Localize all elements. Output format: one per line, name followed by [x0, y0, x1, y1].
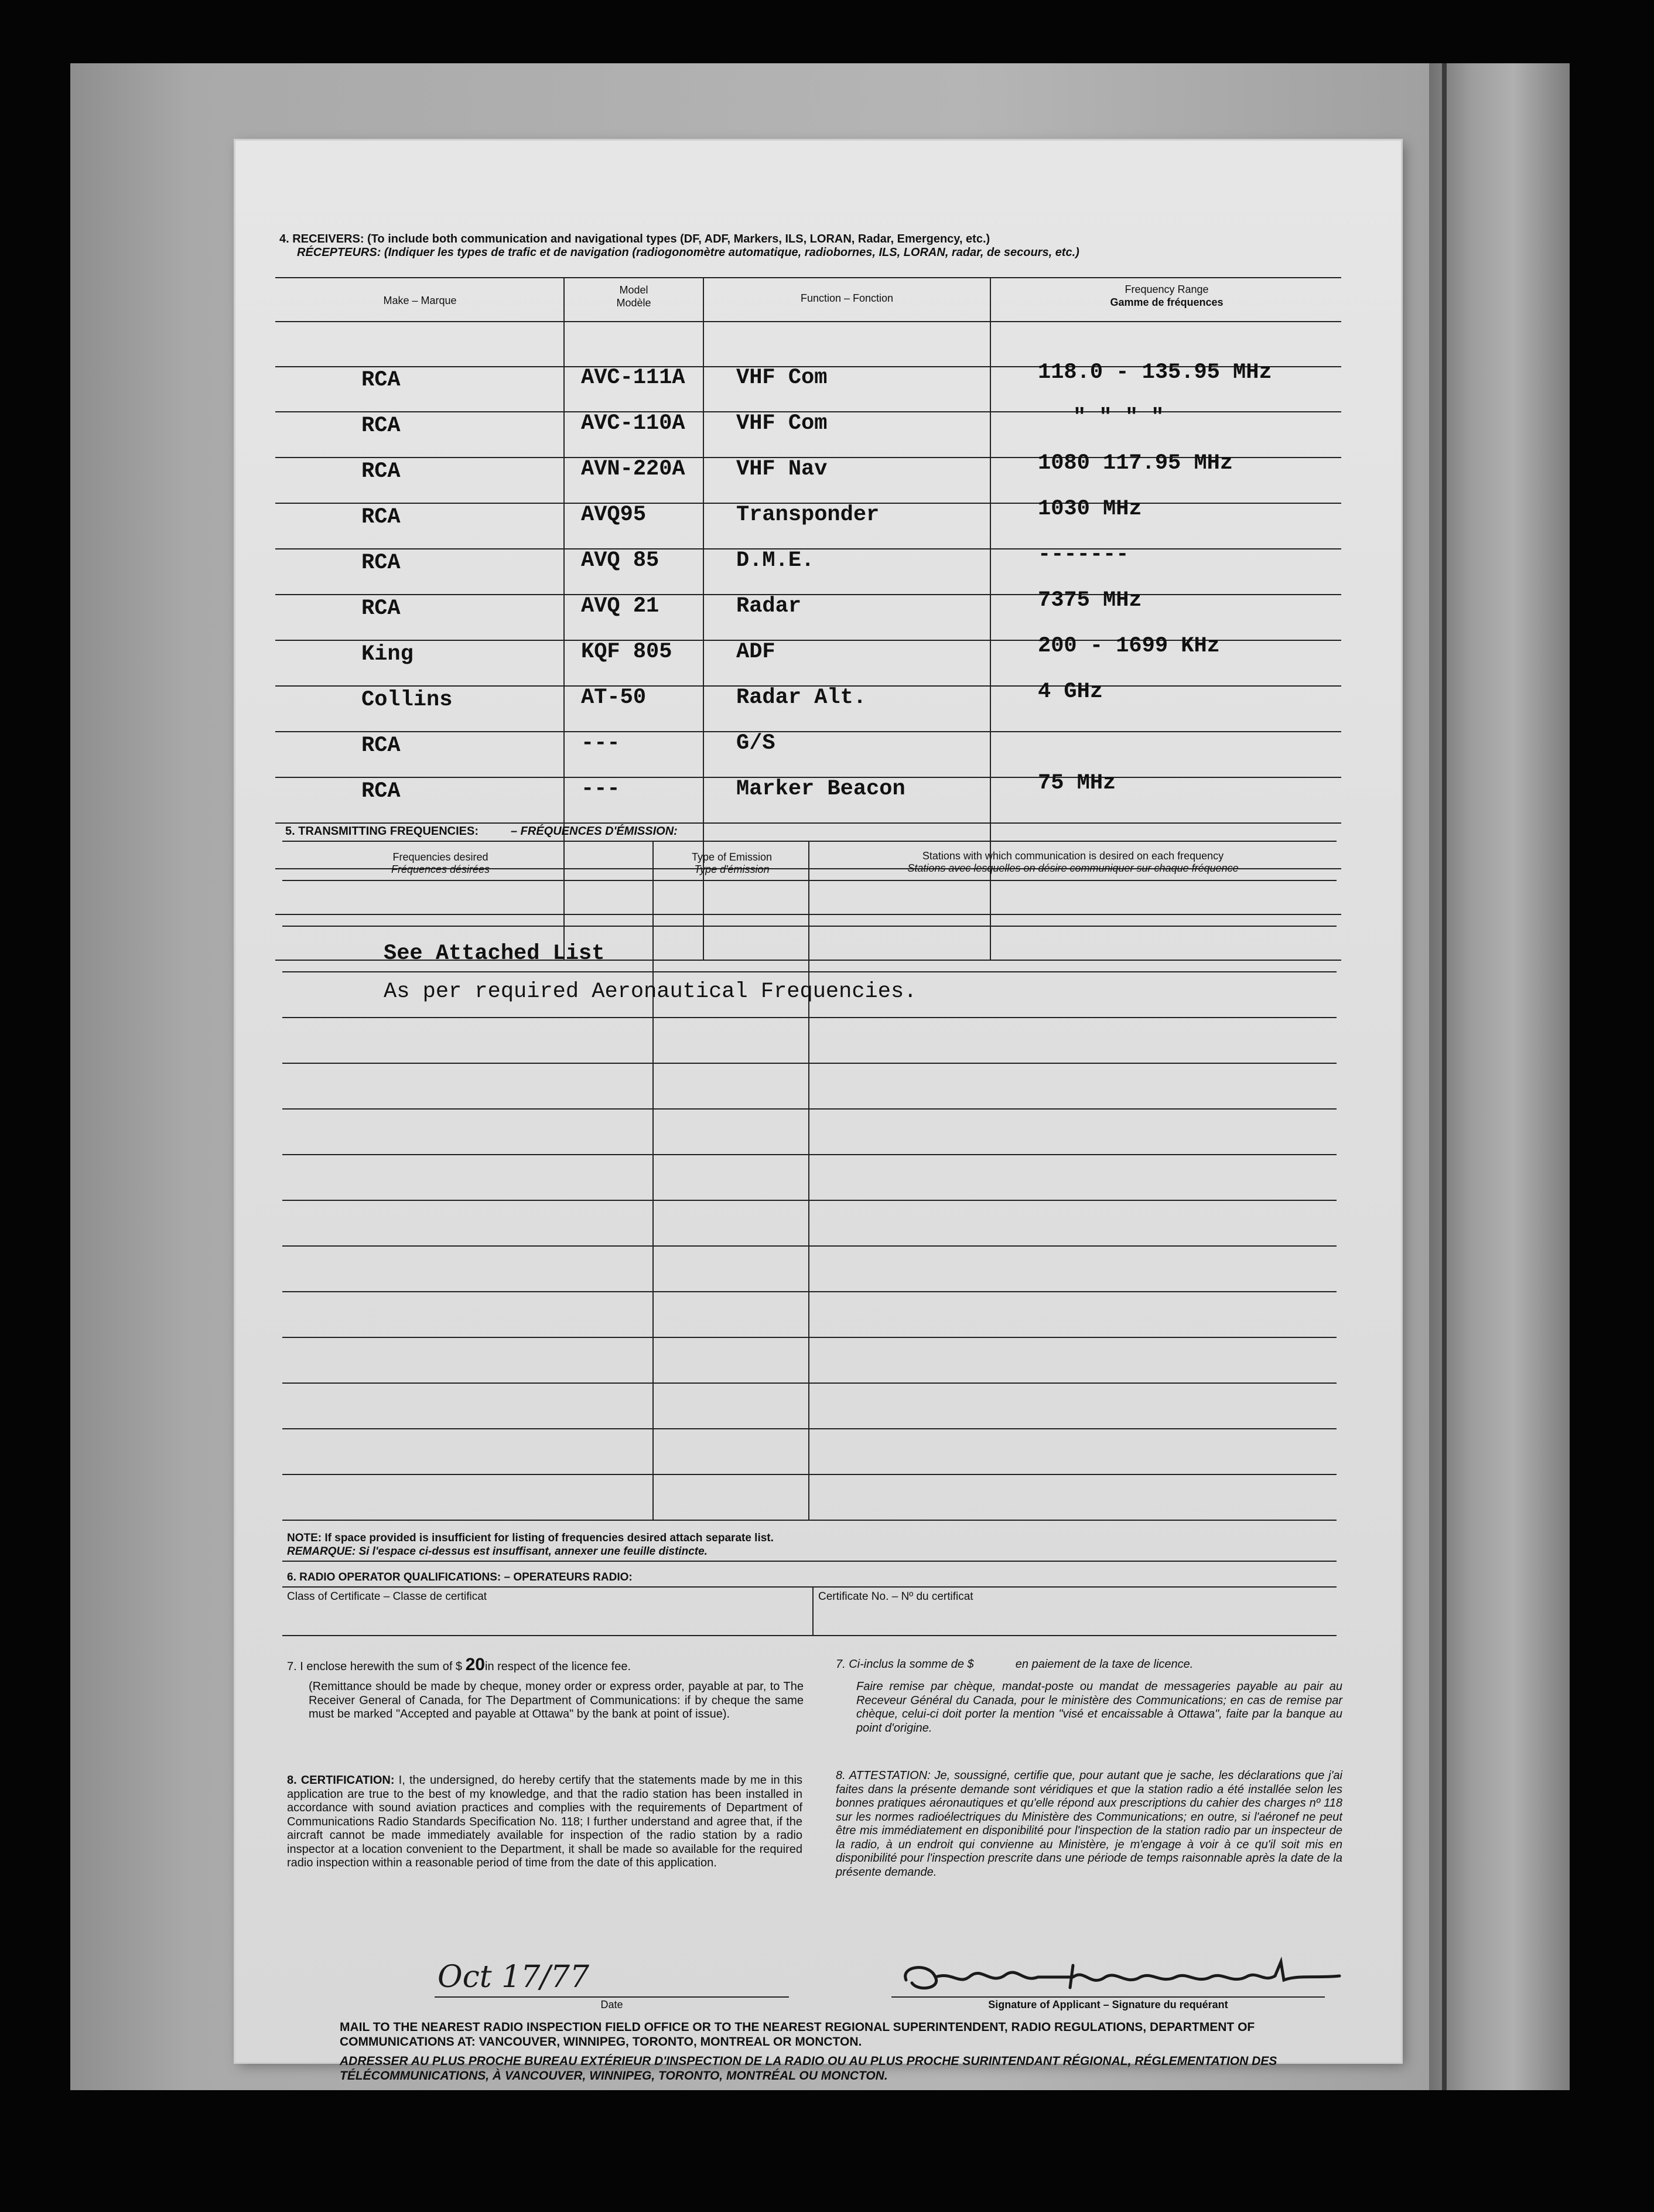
header-model-fr: Modèle [616, 297, 651, 309]
section7-fr-line [836, 1658, 1339, 1672]
section8-fr [836, 1769, 1342, 1879]
class-of-certificate-label: Class of Certificate – Classe de certificat [287, 1590, 487, 1603]
row3-model: AVN-220A [581, 457, 685, 482]
table-line [282, 1383, 1337, 1384]
table-line [282, 1291, 1337, 1292]
s5-header-type-fr: Type d'émission [694, 863, 770, 875]
table-line [282, 1520, 1337, 1521]
row8-model: AT-50 [581, 685, 647, 710]
row1-function: VHF Com [736, 366, 828, 390]
row8-make: Collins [361, 688, 453, 712]
row2-freq: " " " " [1073, 405, 1164, 430]
s5-header-type-en: Type of Emission [691, 851, 773, 863]
table-line [282, 1561, 1337, 1562]
table-line [282, 841, 1337, 842]
row2-make: RCA [361, 414, 401, 438]
section5-title-en: 5. TRANSMITTING FREQUENCIES: [285, 825, 479, 838]
row4-model: AVQ95 [581, 503, 647, 527]
mail-instructions-fr: ADRESSER AU PLUS PROCHE BUREAU EXTÉRIEUR D'INSPECTION DE LA RADIO OU AU PLUS PROCHE SURINTENDANT RÉGIONAL, RÉGLEMENTATION DES TÉLÉCOMMUNICATIONS, À VANCOUVER, WINNIPEG, TORONTO, MONTRÉAL OU MONCTON. [340, 2054, 1277, 2083]
row9-make: RCA [361, 733, 401, 758]
row10-model: --- [581, 777, 620, 801]
row9-model: --- [581, 731, 620, 756]
section6-title: 6. RADIO OPERATOR QUALIFICATIONS: – OPERATEURS RADIO: [287, 1571, 633, 1583]
table-line [282, 1017, 1337, 1018]
binding-strip [1429, 63, 1570, 2090]
table-line [282, 1108, 1337, 1110]
section7-fr-body: Faire remise par chèque, mandat-poste ou mandat de messageries payable au pair au Receveur Général du Canada, pour le ministère des Communications; en cas de remise par chèque, celui-ci doit porter la mention "visé et encaissable à Ottawa", faite par la banque au point d'origine. [856, 1680, 1342, 1735]
row4-make: RCA [361, 505, 401, 530]
signature-label: Signature of Applicant – Signature du requérant [988, 1999, 1228, 2010]
row10-make: RCA [361, 779, 401, 804]
header-freq-en: Frequency Range [1125, 284, 1209, 295]
note-en: NOTE: If space provided is insufficient for listing of frequencies desired attach separate list. [287, 1532, 774, 1544]
row5-freq: ------- [1038, 542, 1129, 567]
date-line [435, 1996, 789, 1998]
date-handwritten: Oct 17/77 [438, 1960, 590, 1995]
table-line [282, 1200, 1337, 1201]
row7-model: KQF 805 [581, 640, 672, 664]
note-fr: REMARQUE: Si l'espace ci-dessus est insuffisant, annexer une feuille distincte. [287, 1545, 708, 1558]
row1-freq: 118.0 - 135.95 MHz [1038, 360, 1272, 385]
row8-freq: 4 GHz [1038, 680, 1103, 704]
table-line [275, 822, 1341, 824]
signature-line [891, 1996, 1325, 1998]
row4-function: Transponder [736, 503, 880, 527]
section7-en-line [287, 1655, 802, 1674]
row7-make: King [361, 642, 414, 667]
table-line [275, 594, 1341, 595]
section8-en-title: 8. CERTIFICATION: [287, 1774, 395, 1787]
row2-model: AVC-110A [581, 411, 685, 436]
s5-entry-attached-list: See Attached List [384, 941, 605, 966]
row3-function: VHF Nav [736, 457, 828, 482]
licence-fee-amount: 20 [465, 1655, 485, 1674]
section7-fr-tail: en paiement de la taxe de licence. [1015, 1658, 1194, 1671]
section8-fr-title: 8. ATTESTATION: [836, 1769, 931, 1782]
s5-entry-aeronautical: As per required Aeronautical Frequencies. [384, 979, 917, 1004]
table-line [282, 880, 1337, 881]
certificate-no-label: Certificate No. – Nº du certificat [818, 1590, 973, 1603]
row9-function: G/S [736, 731, 775, 756]
row6-function: Radar [736, 594, 802, 619]
header-make: Make – Marque [383, 295, 457, 306]
table-line [282, 1635, 1337, 1636]
mail-instructions-en: MAIL TO THE NEAREST RADIO INSPECTION FIELD OFFICE OR TO THE NEAREST REGIONAL SUPERINTENDENT, RADIO REGULATIONS, DEPARTMENT OF COMMUNICATIONS AT: VANCOUVER, WINNIPEG, TORONTO, MONTREAL OR MONCTON. [340, 2020, 1255, 2049]
row1-make: RCA [361, 368, 401, 392]
row6-model: AVQ 21 [581, 594, 659, 619]
section7-fr-lead: 7. Ci-inclus la somme de $ [836, 1658, 974, 1671]
row6-freq: 7375 MHz [1038, 588, 1142, 613]
header-freq-fr: Gamme de fréquences [1110, 296, 1224, 308]
section8-en-body: I, the undersigned, do hereby certify that the statements made by me in this application are true to the best of my knowledge, and that the radio station has been installed in accordance with sound aviation practices and complies with the requirements of Department of Communications Radio Standards Specification No. 118; I further understand and agree that, if the aircraft cannot be made immediately available for inspection of the radio station by a radio inspector at a location convenient to the Department, it shall be made so available for the required radio inspection within a reasonable period of time from the date of this application. [287, 1774, 802, 1869]
date-label: Date [600, 1999, 623, 2010]
binding-edge [1442, 63, 1447, 2090]
s5-header-freq-fr: Fréquences désirées [391, 863, 490, 875]
form-page [235, 141, 1401, 2083]
row6-make: RCA [361, 596, 401, 621]
row3-freq: 1080 117.95 MHz [1038, 451, 1233, 476]
row5-model: AVQ 85 [581, 548, 659, 573]
s5-header-stations-fr: Stations avec lesquelles on désire communiquer sur chaque fréquence [907, 862, 1239, 874]
table-line [282, 1337, 1337, 1338]
table-line [282, 1154, 1337, 1155]
header-model-en: Model [619, 284, 648, 296]
table-column-line [812, 1586, 814, 1635]
row5-function: D.M.E. [736, 548, 815, 573]
row1-model: AVC-111A [581, 366, 685, 390]
row10-freq: 75 MHz [1038, 771, 1116, 796]
section7-en-body: (Remittance should be made by cheque, money order or express order, payable at par, to The Receiver General of Canada, for The Department of Communications: if by cheque the same must be marked "Accepted and payable at Ottawa" by the bank at point of issue). [309, 1680, 804, 1721]
row8-function: Radar Alt. [736, 685, 867, 710]
table-line [282, 1245, 1337, 1247]
section8-en [287, 1774, 802, 1870]
table-line [282, 1586, 1337, 1588]
table-line [282, 1428, 1337, 1429]
row2-function: VHF Com [736, 411, 828, 436]
table-line [282, 1063, 1337, 1064]
row7-function: ADF [736, 640, 775, 664]
table-line [282, 1474, 1337, 1475]
section4-title-en: 4. RECEIVERS: (To include both communication and navigational types (DF, ADF, Markers, ILS, LORAN, Radar, Emergency, etc.) [279, 233, 990, 245]
table-column-line [808, 841, 809, 1520]
table-line [275, 277, 1341, 278]
section8-fr-body: Je, soussigné, certifie que, pour autant que je sache, les déclarations que j'ai faites dans la présente demande sont véridiques et que la station radio a été installée selon les bonnes pratiques aéronautiques et qu'elle répond aux prescriptions du cahier des charges nº 118 sur les normes radioélectriques du Ministère des Communications; en outre, si l'aéronef ne peut être mis immédiatement en disponibilité pour l'inspection de la station radio par un inspecteur de la radio, à un endroit qui convienne au Ministère, je m'engage à voir à ce qu'il soit mis en disponibilité pour l'inspection prescrite dans une période de temps raisonnable après la date de la présente demande. [836, 1769, 1342, 1879]
header-function: Function – Fonction [800, 292, 894, 304]
table-line [282, 926, 1337, 927]
row10-function: Marker Beacon [736, 777, 905, 801]
section7-en-tail: in respect of the licence fee. [485, 1660, 631, 1673]
s5-header-stations-en: Stations with which communication is desired on each frequency [922, 850, 1224, 862]
row5-make: RCA [361, 551, 401, 575]
section4-title-fr: RÉCEPTEURS: (Indiquer les types de trafic et de navigation (radiogonomètre automatique, radiobornes, ILS, LORAN, radar, de secours, etc.) [297, 246, 1079, 259]
row4-freq: 1030 MHz [1038, 497, 1142, 521]
section5-title-fr: – FRÉQUENCES D'ÉMISSION: [511, 825, 678, 838]
section7-en-lead: 7. I enclose herewith the sum of $ [287, 1660, 463, 1673]
row3-make: RCA [361, 459, 401, 484]
table-line [275, 321, 1341, 322]
row7-freq: 200 - 1699 KHz [1038, 634, 1220, 658]
table-line [282, 971, 1337, 972]
table-line [275, 731, 1341, 732]
table-column-line [652, 841, 654, 1520]
s5-header-freq-en: Frequencies desired [392, 851, 488, 863]
applicant-signature-icon [894, 1954, 1351, 2001]
